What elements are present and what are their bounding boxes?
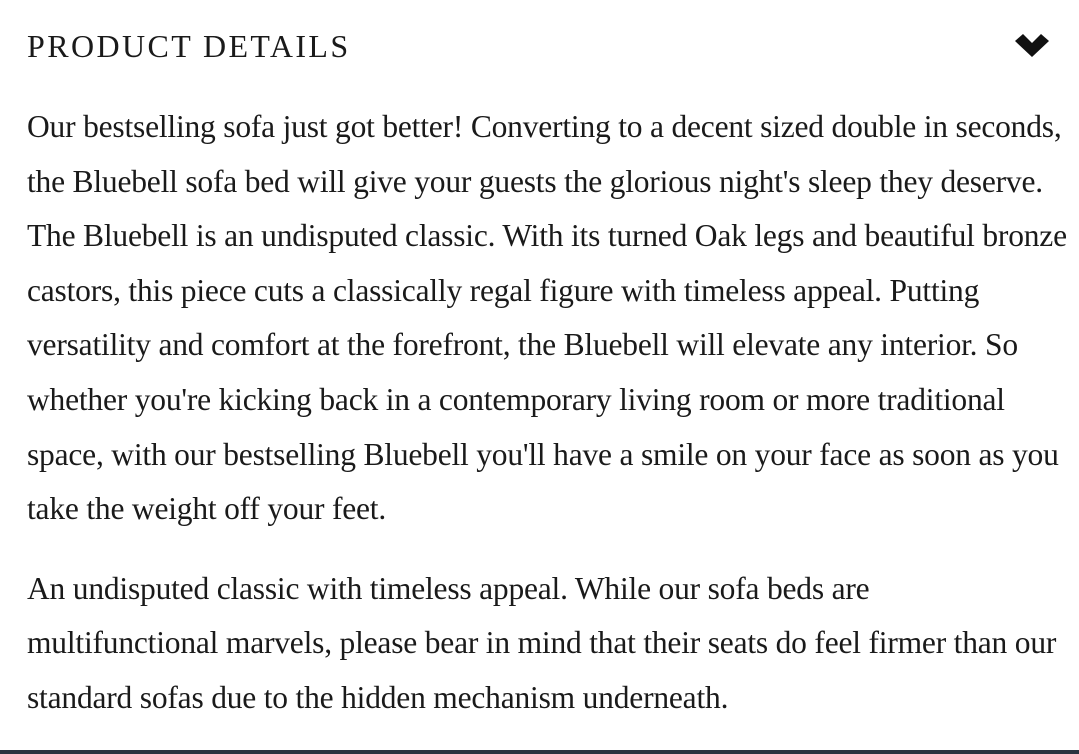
description-paragraph: An undisputed classic with timeless appeal. While our sofa beds are multifunctional marvels, please bear in mind that their seats do feel firmer than our standard sofas due to the hidden mechanism underneath.	[27, 570, 1057, 715]
section-title: PRODUCT DETAILS	[27, 28, 351, 64]
product-details-toggle[interactable]	[0, 0, 1079, 94]
description-paragraph: Our bestselling sofa just got better! Converting to a decent sized double in seconds, the Bluebell sofa bed will give your guests the glorious night's sleep they deserve. The Bluebell is an undisputed classic. With its turned Oak legs and beautiful bronze castors, this piece cuts a classically regal figure with timeless appeal. Putting versatility and comfort at the forefront, the Bluebell will elevate any interior. So whether you're kicking back in a contemporary living room or more traditional space, with our bestselling Bluebell you'll have a smile on your face as soon as you take the weight off your feet.	[27, 109, 1067, 527]
section-divider	[0, 750, 1079, 754]
product-details-content	[27, 100, 1067, 726]
chevron-down-icon[interactable]	[1012, 30, 1052, 62]
